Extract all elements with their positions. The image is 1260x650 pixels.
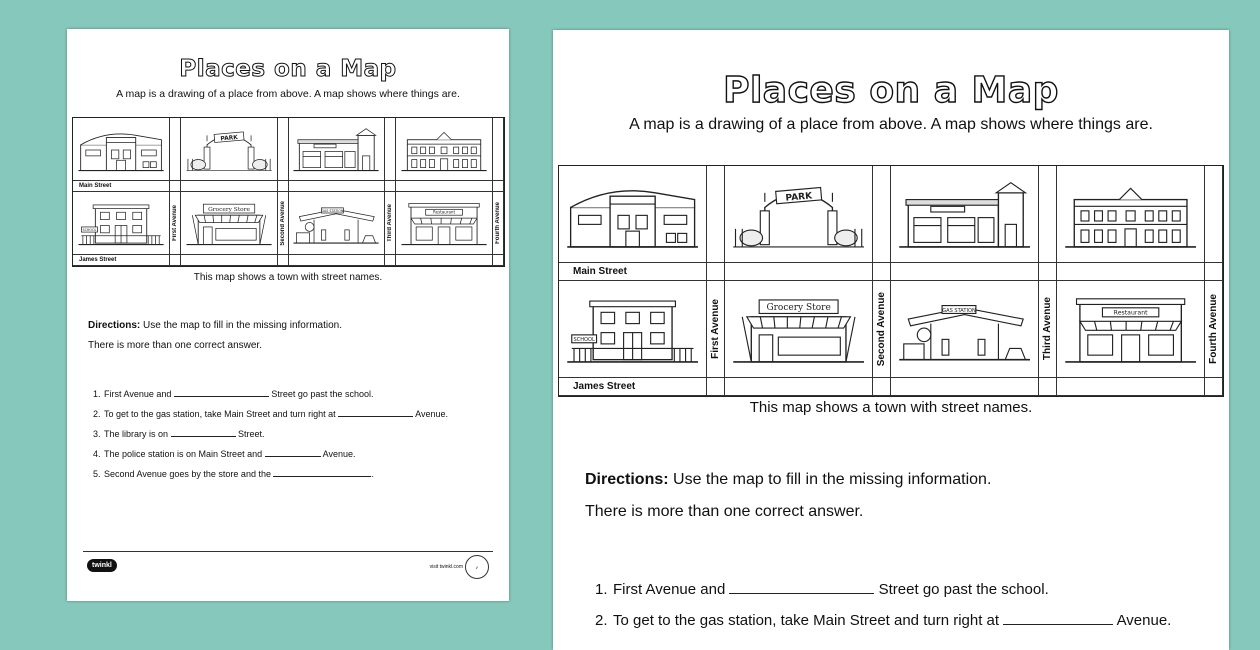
restaurant-icon xyxy=(1063,287,1198,371)
park-gate-icon xyxy=(731,172,866,256)
first-avenue-label: First Avenue xyxy=(707,281,725,378)
james-street-label: James Street xyxy=(559,378,707,396)
fourth-avenue-label: Fourth Avenue xyxy=(1205,281,1223,378)
question-1: 1. First Avenue and Street go past the school. xyxy=(595,581,1049,598)
gas-station-icon xyxy=(897,287,1032,371)
hall-cell xyxy=(396,118,493,181)
question-list xyxy=(93,384,448,484)
fourth-avenue-gap xyxy=(493,118,504,181)
third-avenue-gap xyxy=(385,118,396,181)
third-avenue-label: Third Avenue xyxy=(385,192,396,255)
question-5: 5. Second Avenue goes by the store and the . xyxy=(93,469,374,479)
worksheet-zoomed[interactable] xyxy=(553,30,1229,650)
library-cell xyxy=(73,118,170,181)
library-cell xyxy=(559,166,707,263)
answer-blank-3[interactable] xyxy=(171,436,236,437)
hall-cell xyxy=(1057,166,1205,263)
answer-blank-4[interactable] xyxy=(265,456,321,457)
school-building-icon xyxy=(565,287,700,371)
directions: Directions: Use the map to fill in the missing information. There is more than one correct answer. xyxy=(88,316,342,356)
map-caption: This map shows a town with street names. xyxy=(193,272,383,283)
restaurant-icon xyxy=(400,196,488,251)
twinkl-logo[interactable]: twinkl xyxy=(87,559,117,572)
fourth-avenue-label: Fourth Avenue xyxy=(493,192,504,255)
library-building-icon xyxy=(565,172,700,256)
question-list xyxy=(595,574,1171,636)
town-map xyxy=(558,165,1224,397)
first-avenue-label: First Avenue xyxy=(170,192,181,255)
question-2: 2. To get to the gas station, take Main Street and turn right at Avenue. xyxy=(595,612,1172,629)
school-cell xyxy=(73,192,170,255)
grocery-store-icon xyxy=(731,287,866,371)
park-cell xyxy=(725,166,873,263)
grocery-cell xyxy=(725,281,873,378)
question-3: 3. The library is on Street. xyxy=(93,429,265,439)
park-gate-icon xyxy=(185,122,273,177)
answer-blank-2[interactable] xyxy=(338,416,413,417)
police-station-icon xyxy=(292,122,380,177)
question-1: 1. First Avenue and Street go past the school. xyxy=(93,389,374,399)
second-avenue-label: Second Avenue xyxy=(873,281,891,378)
restaurant-cell xyxy=(1057,281,1205,378)
fourth-avenue-gap xyxy=(1205,166,1223,263)
gas-cell xyxy=(289,192,386,255)
directions-label: Directions: xyxy=(585,471,669,488)
town-map xyxy=(72,117,505,267)
second-avenue-gap xyxy=(873,166,891,263)
directions-line2: There is more than one correct answer. xyxy=(585,503,864,520)
town-hall-icon xyxy=(1063,172,1198,256)
map-caption: This map shows a town with street names. xyxy=(749,399,1033,416)
james-street-label: James Street xyxy=(73,255,170,266)
intro-text: A map is a drawing of a place from above. A map shows where things are. xyxy=(629,116,1153,133)
library-building-icon xyxy=(77,122,165,177)
worksheet-title: Places on a Map xyxy=(179,56,397,82)
question-2: 2. To get to the gas station, take Main Street and turn right at Avenue. xyxy=(93,409,449,419)
main-street-label: Main Street xyxy=(559,263,707,281)
answer-blank-1[interactable] xyxy=(174,396,269,397)
school-cell xyxy=(559,281,707,378)
grocery-store-icon xyxy=(185,196,273,251)
directions: Directions: Use the map to fill in the missing information. There is more than one correct answer. xyxy=(585,464,991,528)
worksheet-thumbnail[interactable] xyxy=(67,29,509,601)
seal-icon: ✓ xyxy=(465,555,489,579)
police-station-icon xyxy=(897,172,1032,256)
answer-blank-5[interactable] xyxy=(273,476,371,477)
second-avenue-label: Second Avenue xyxy=(278,192,289,255)
directions-line2: There is more than one correct answer. xyxy=(88,340,262,351)
third-avenue-gap xyxy=(1039,166,1057,263)
school-building-icon xyxy=(77,196,165,251)
first-avenue-gap xyxy=(170,118,181,181)
gas-cell xyxy=(891,281,1039,378)
police-cell xyxy=(891,166,1039,263)
intro-text: A map is a drawing of a place from above. A map shows where things are. xyxy=(116,88,460,100)
directions-label: Directions: xyxy=(88,320,141,331)
third-avenue-label: Third Avenue xyxy=(1039,281,1057,378)
second-avenue-gap xyxy=(278,118,289,181)
restaurant-cell xyxy=(396,192,493,255)
worksheet-title: Places on a Map xyxy=(723,70,1059,111)
police-cell xyxy=(289,118,386,181)
question-4: 4. The police station is on Main Street and Avenue. xyxy=(93,449,356,459)
town-hall-icon xyxy=(400,122,488,177)
answer-blank-2[interactable] xyxy=(1003,624,1113,625)
main-street-label: Main Street xyxy=(73,181,170,192)
first-avenue-gap xyxy=(707,166,725,263)
grocery-cell xyxy=(181,192,278,255)
park-cell xyxy=(181,118,278,181)
gas-station-icon xyxy=(292,196,380,251)
visit-link[interactable]: visit twinkl.com xyxy=(429,564,463,570)
answer-blank-1[interactable] xyxy=(729,593,874,594)
footer-divider xyxy=(83,551,493,552)
